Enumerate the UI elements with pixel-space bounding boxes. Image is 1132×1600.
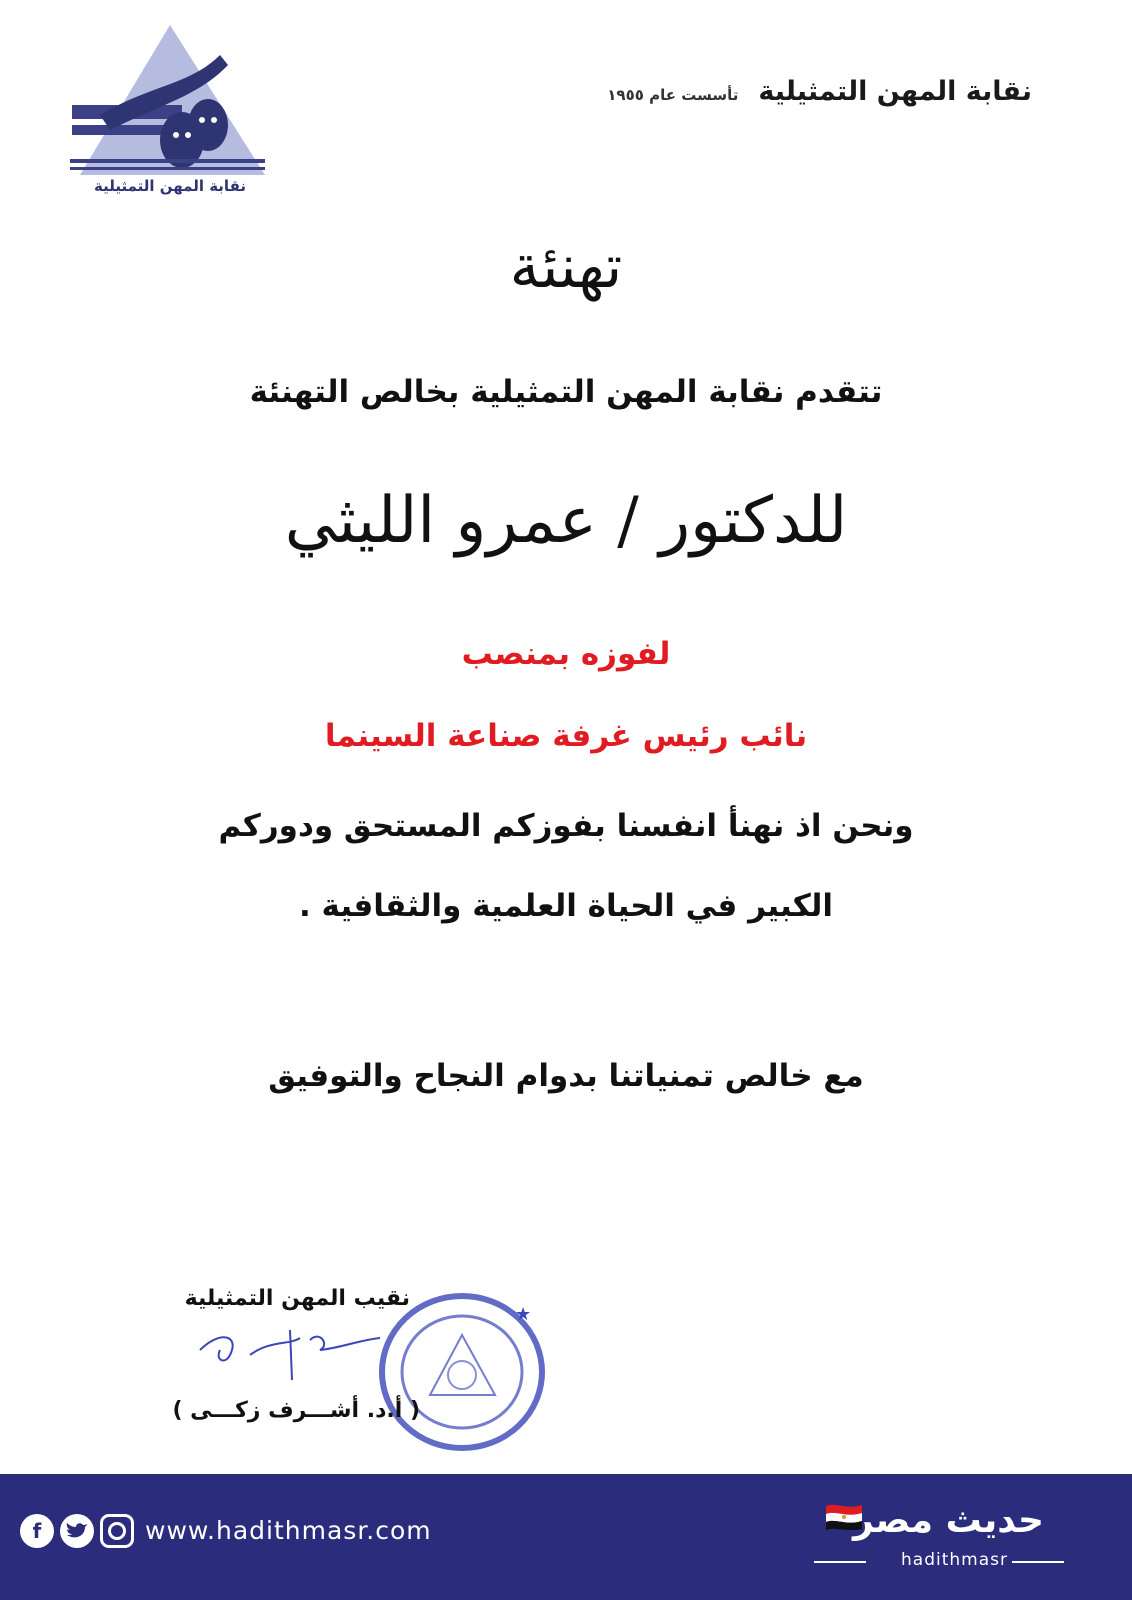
letterhead — [607, 76, 1032, 107]
official-stamp — [375, 1290, 550, 1455]
signatory-title: نقيب المهن التمثيلية — [184, 1286, 410, 1311]
brand-name-arabic: حديث مصر — [852, 1500, 1044, 1541]
occasion-line-1: لفوزه بمنصب — [461, 636, 671, 672]
svg-text:★: ★ — [515, 1304, 532, 1325]
signatory-name: ( أ.د. أشـــرف زكـــى ) — [172, 1398, 420, 1423]
website-url[interactable]: www.hadithmasr.com — [145, 1516, 432, 1545]
instagram-icon[interactable] — [100, 1514, 134, 1548]
syndicate-logo — [70, 25, 275, 200]
handwritten-signature — [180, 1310, 390, 1390]
organization-name: نقابة المهن التمثيلية — [758, 76, 1032, 107]
founded-date: تأسست عام ١٩٥٥ — [607, 86, 739, 104]
body-line-2: الكبير في الحياة العلمية والثقافية . — [298, 888, 834, 924]
intro-line: تتقدم نقابة المهن التمثيلية بخالص التهنئة — [249, 374, 883, 410]
brand-logo — [814, 1494, 1064, 1584]
facebook-icon[interactable]: f — [20, 1514, 54, 1548]
letter-heading: تهنئة — [509, 232, 623, 302]
body-line-1: ونحن اذ نهنأ انفسنا بفوزكم المستحق ودوركم — [218, 808, 914, 844]
twitter-icon[interactable] — [60, 1514, 94, 1548]
closing-line: مع خالص تمنياتنا بدوام النجاح والتوفيق — [268, 1058, 864, 1094]
recipient-name: للدكتور / عمرو الليثي — [284, 484, 848, 558]
brand-name-english: hadithmasr — [901, 1550, 1008, 1570]
social-icons — [20, 1514, 134, 1548]
footer-bar — [0, 1474, 1132, 1600]
brand-divider-left — [814, 1561, 866, 1563]
occasion-line-2: نائب رئيس غرفة صناعة السينما — [324, 718, 808, 754]
brand-divider-right — [1012, 1561, 1064, 1563]
logo-caption: نقابة المهن التمثيلية — [93, 177, 247, 195]
